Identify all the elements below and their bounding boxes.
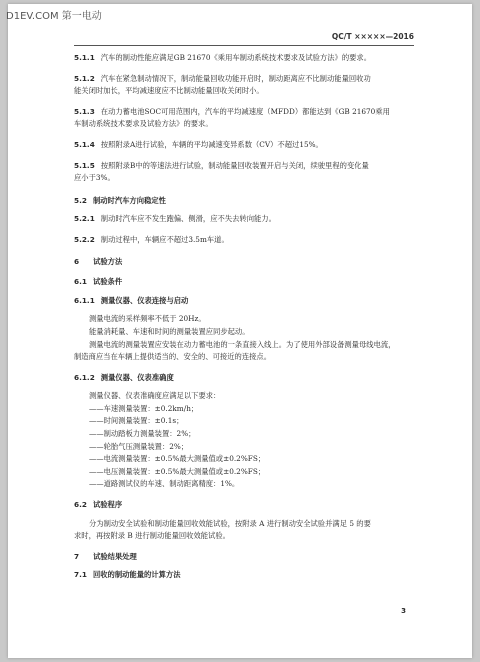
paragraph-6-1-1 [74, 313, 414, 363]
clause-text: 汽车的制动性能应满足GB 21670《乘用车制动系统技术要求及试验方法》的要求。 [100, 53, 372, 62]
heading-number: 6 [74, 256, 80, 266]
heading-6-1-2 [74, 372, 414, 385]
clause-5-2-2 [74, 234, 414, 247]
clause-text: 制动时汽车应不发生跑偏、侧滑，应不失去转向能力。 [100, 214, 276, 224]
heading-6-1 [74, 276, 414, 289]
paragraph-6-1-2 [74, 390, 414, 491]
clause-text: 按照附录B中的等速法进行试验，制动能量回收装置开启与关闭，续驶里程的变化量 [100, 160, 369, 170]
heading-6 [74, 256, 414, 269]
heading-number: 6.2 [74, 500, 87, 510]
clause-number: 5.1.5 [74, 160, 95, 170]
list-item: ——车速测量装置：±0.2km/h； [89, 403, 199, 413]
clause-5-1-2 [74, 73, 414, 98]
clause-number: 5.2.2 [74, 234, 95, 244]
document-body [74, 51, 414, 580]
paragraph-6-2 [74, 518, 414, 543]
list-item: ——时间测量装置：±0.1s； [89, 416, 184, 426]
page-number: 3 [401, 607, 406, 615]
heading-title: 试验结果处理 [93, 551, 137, 561]
clause-number: 5.1.1 [74, 53, 95, 62]
heading-title: 制动时汽车方向稳定性 [92, 195, 166, 205]
paragraph-line: 制造商应当在车辆上提供适当的、安全的、可接近的连接点。 [74, 352, 272, 362]
heading-title: 试验条件 [92, 277, 123, 287]
clause-text: 应小于3%。 [74, 173, 115, 183]
clause-text: 按照附录A进行试验，车辆的平均减速变异系数（CV）不超过15%。 [100, 139, 323, 149]
clause-5-1-4 [74, 139, 414, 152]
heading-number: 6.1.1 [74, 295, 95, 305]
clause-5-1-5 [74, 160, 414, 185]
heading-7-1 [74, 569, 414, 582]
list-item: ——电压测量装置：±0.5%最大测量值或±0.2%FS； [89, 466, 266, 476]
paragraph-line: 测量电流的测量装置应安装在动力蓄电池的一条直接入线上。为了使用外部设备测量母线电流， [89, 339, 396, 349]
heading-title: 试验程序 [92, 500, 123, 510]
list-item: ——轮胎气压测量装置：2%； [89, 441, 189, 451]
clause-text: 汽车在紧急制动情况下，制动能量回收功能开启时，制动距离应不比制动能量回收功 [100, 73, 371, 83]
heading-6-2 [74, 499, 414, 512]
heading-6-1-1 [74, 295, 414, 308]
clause-text: 能关闭时加长，平均减速度应不比制动能量回收关闭时小。 [74, 86, 264, 96]
document-page [8, 4, 472, 658]
heading-number: 6.1 [74, 277, 87, 287]
paragraph-line: 求时，再按附录 B 进行制动能量回收效能试验。 [74, 531, 230, 541]
paragraph-line: 测量电流的采样频率不低于 20Hz。 [89, 314, 206, 324]
clause-number: 5.1.2 [74, 73, 95, 83]
clause-line [74, 106, 414, 119]
paragraph-line: 分为制动安全试验和制动能量回收效能试验，按附录 A 进行制动安全试验并满足 5 的要 [89, 518, 371, 528]
heading-title: 测量仪器、仪表连接与启动 [100, 295, 189, 305]
heading-5-2 [74, 195, 414, 208]
clause-number: 5.1.4 [74, 139, 95, 149]
clause-5-1-3 [74, 106, 414, 131]
heading-title: 试验方法 [93, 256, 123, 266]
clause-number: 5.2.1 [74, 214, 95, 224]
heading-number: 7.1 [74, 570, 87, 580]
site-watermark: D1EV.COM 第一电动 [6, 11, 102, 22]
list-item: ——电流测量装置：±0.5%最大测量值或±0.2%FS； [89, 454, 266, 464]
clause-number: 5.1.3 [74, 106, 95, 116]
heading-number: 7 [74, 551, 80, 561]
clause-line [74, 160, 414, 173]
clause-5-1-1 [74, 52, 414, 65]
list-item: ——制动踏板力测量装置：2%； [89, 429, 196, 439]
clause-line [74, 213, 414, 226]
clause-text: 制动过程中，车辆应不超过3.5m车道。 [100, 234, 229, 244]
clause-line [74, 139, 414, 152]
heading-number: 5.2 [74, 195, 87, 205]
document-code: QC/T ×××××—2016 [331, 32, 414, 41]
clause-line [74, 73, 414, 86]
clause-text: 在动力蓄电池SOC可用范围内，汽车的平均减速度（MFDD）都能达到《GB 21670乘用 [100, 106, 390, 116]
paragraph-line: 测量仪器、仪表准确度应满足以下要求： [89, 391, 221, 401]
clause-line [74, 52, 414, 65]
paragraph-line: 能量消耗量、车速和时间的测量装置应同步起动。 [89, 326, 250, 336]
list-item: ——道路测试仪的车速、制动距离精度：1%。 [89, 479, 240, 489]
clause-line [74, 234, 414, 247]
header-rule [74, 45, 414, 46]
heading-number: 6.1.2 [74, 372, 95, 382]
heading-7 [74, 551, 414, 564]
clause-5-2-1 [74, 213, 414, 226]
heading-title: 回收的制动能量的计算方法 [92, 570, 181, 580]
heading-title: 测量仪器、仪表准确度 [100, 372, 174, 382]
clause-text: 车制动系统技术要求及试验方法》的要求。 [74, 119, 213, 129]
